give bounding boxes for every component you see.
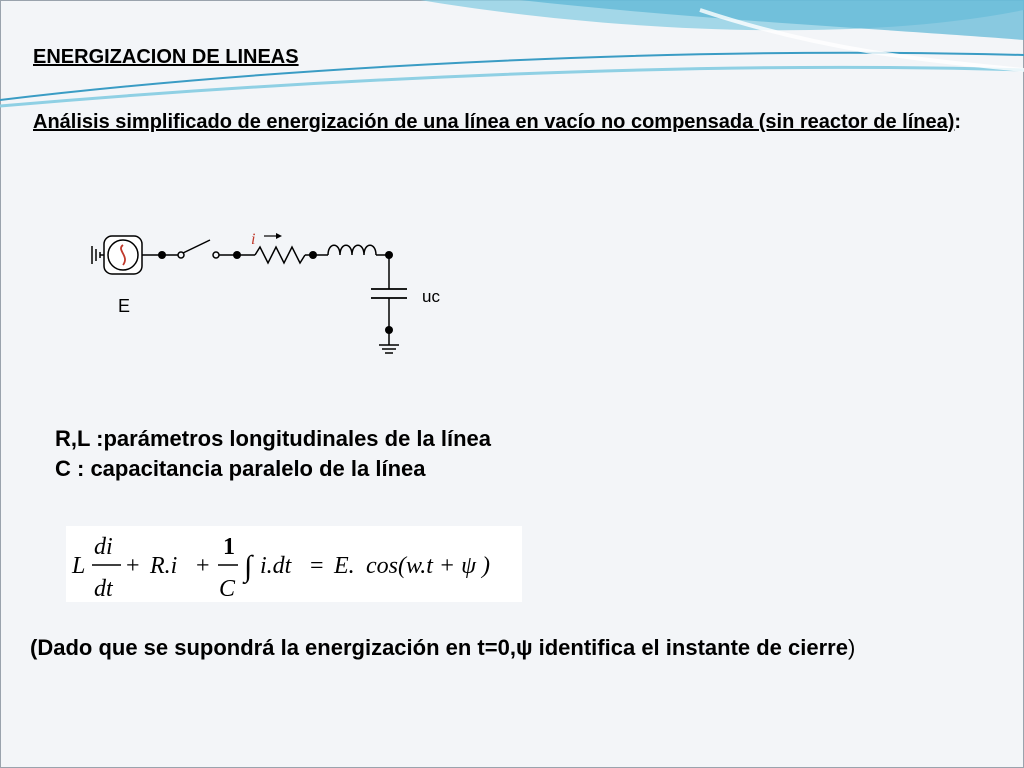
source-ground-icon — [92, 246, 104, 264]
switch-icon — [178, 240, 219, 258]
slide-title: ENERGIZACION DE LINEAS — [33, 46, 299, 68]
eq-one: 1 — [223, 534, 235, 560]
current-label: i — [251, 231, 256, 248]
ac-source-icon — [104, 236, 142, 274]
eq-equals: = — [310, 553, 324, 579]
source-label: E — [118, 296, 131, 316]
param-rl: R,L :parámetros longitudinales de la línea — [55, 426, 492, 451]
capacitor-ground-icon — [379, 345, 399, 353]
node-dot — [158, 251, 166, 259]
current-arrow-icon — [264, 233, 282, 239]
eq-plus-2: + — [196, 553, 210, 579]
capacitor-icon — [371, 289, 407, 298]
slide-subtitle — [33, 108, 973, 136]
inductor-icon — [328, 245, 376, 255]
eq-L: L — [72, 553, 86, 579]
node-dot — [233, 251, 241, 259]
subtitle-text: Análisis simplificado de energización de una línea en vacío no compensada (sin reactor de línea) — [33, 111, 955, 133]
equation — [66, 526, 522, 602]
eq-E-term: E. — [334, 553, 355, 579]
node-dot — [309, 251, 317, 259]
capacitor-voltage-label: uc — [422, 287, 440, 306]
eq-dt: dt — [94, 576, 113, 602]
node-dot — [385, 326, 393, 334]
eq-plus-1: + — [126, 553, 140, 579]
equation-box — [66, 526, 522, 602]
note-text: (Dado que se supondrá la energización en t=0,ψ identifica el instante de cierre — [30, 635, 848, 660]
subtitle-colon: : — [954, 111, 962, 133]
eq-R-term: R.i — [150, 553, 178, 579]
eq-cos-term: cos(w.t + ψ ) — [366, 553, 490, 579]
resistor-icon — [255, 247, 305, 263]
eq-integral: ∫ — [244, 550, 253, 583]
param-c: C : capacitancia paralelo de la línea — [55, 456, 426, 481]
closing-note — [30, 635, 855, 661]
note-close-paren: ) — [847, 635, 856, 660]
circuit-diagram — [80, 220, 480, 370]
eq-di: di — [94, 534, 113, 560]
eq-C: C — [219, 576, 236, 602]
eq-i-dt: i.dt — [260, 553, 292, 579]
